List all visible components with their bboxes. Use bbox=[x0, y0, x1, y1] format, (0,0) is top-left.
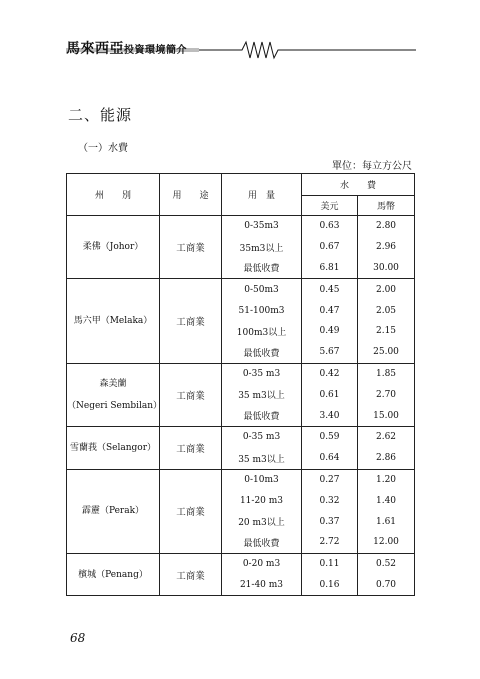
myr-cell: 2.15 bbox=[358, 321, 415, 342]
usage-cell: 工商業 bbox=[160, 363, 222, 426]
header-usd: 美元 bbox=[302, 196, 358, 216]
header-myr: 馬幣 bbox=[358, 196, 415, 216]
myr-cell: 2.80 bbox=[358, 216, 415, 237]
usd-cell: 0.64 bbox=[302, 448, 358, 469]
myr-cell: 15.00 bbox=[358, 405, 415, 426]
header-title-main: 馬來西亞 bbox=[66, 41, 124, 57]
usd-cell: 0.32 bbox=[302, 490, 358, 511]
myr-cell: 1.20 bbox=[358, 469, 415, 490]
usage-cell: 工商業 bbox=[160, 469, 222, 553]
page-number: 68 bbox=[70, 631, 86, 645]
table-row bbox=[67, 279, 415, 300]
state-name: 馬六甲（Melaka） bbox=[73, 315, 153, 326]
usd-cell: 3.40 bbox=[302, 405, 358, 426]
usd-cell: 0.27 bbox=[302, 469, 358, 490]
usd-cell: 0.47 bbox=[302, 300, 358, 321]
volume-cell: 0-10m3 bbox=[222, 469, 302, 490]
water-fee-table bbox=[66, 173, 415, 596]
usd-cell: 0.45 bbox=[302, 279, 358, 300]
myr-cell: 1.85 bbox=[358, 363, 415, 384]
volume-cell: 最低收費 bbox=[222, 532, 302, 553]
header-water-fee: 水 費 bbox=[302, 174, 415, 196]
usd-cell: 0.49 bbox=[302, 321, 358, 342]
header-title bbox=[66, 38, 187, 58]
header-usage: 用 途 bbox=[160, 174, 222, 216]
state-name: 柔佛（Johor） bbox=[82, 242, 144, 253]
usd-cell: 2.72 bbox=[302, 532, 358, 553]
table-row bbox=[67, 469, 415, 490]
volume-cell: 最低收費 bbox=[222, 258, 302, 279]
volume-cell: 35m3以上 bbox=[222, 237, 302, 258]
header-title-sub: 投資環境簡介 bbox=[124, 45, 187, 56]
volume-cell: 20 m3以上 bbox=[222, 511, 302, 532]
table-row bbox=[67, 426, 415, 447]
usage-cell: 工商業 bbox=[160, 426, 222, 469]
table-row bbox=[67, 363, 415, 384]
myr-cell: 1.40 bbox=[358, 490, 415, 511]
state-name: 檳城（Penang） bbox=[78, 569, 148, 580]
usd-cell: 0.37 bbox=[302, 511, 358, 532]
usd-cell: 0.16 bbox=[302, 575, 358, 596]
usd-cell: 0.42 bbox=[302, 363, 358, 384]
section-title: 二、能源 bbox=[68, 106, 133, 124]
volume-cell: 35 m3以上 bbox=[222, 384, 302, 405]
myr-cell: 25.00 bbox=[358, 342, 415, 363]
volume-cell: 0-35 m3 bbox=[222, 426, 302, 447]
subsection-title: （一）水費 bbox=[78, 143, 128, 154]
volume-cell: 0-35m3 bbox=[222, 216, 302, 237]
volume-cell: 35 m3以上 bbox=[222, 448, 302, 469]
myr-cell: 1.61 bbox=[358, 511, 415, 532]
volume-cell: 11-20 m3 bbox=[222, 490, 302, 511]
state-cell bbox=[67, 363, 163, 426]
usage-cell: 工商業 bbox=[160, 279, 222, 363]
usd-cell: 0.61 bbox=[302, 384, 358, 405]
volume-cell: 最低收費 bbox=[222, 342, 302, 363]
usd-cell: 0.63 bbox=[302, 216, 358, 237]
usage-cell: 工商業 bbox=[160, 553, 222, 596]
myr-cell: 2.96 bbox=[358, 237, 415, 258]
myr-cell: 0.70 bbox=[358, 575, 415, 596]
myr-cell: 2.62 bbox=[358, 426, 415, 447]
state-name: 森美蘭 bbox=[99, 378, 127, 389]
header-volume: 用 量 bbox=[222, 174, 302, 216]
running-header bbox=[66, 38, 416, 60]
state-name: 雪蘭莪（Selangor） bbox=[69, 442, 156, 453]
usd-cell: 0.11 bbox=[302, 553, 358, 574]
state-cell bbox=[67, 216, 160, 279]
state-cell bbox=[67, 553, 160, 596]
state-name: 霹靂（Perak） bbox=[81, 506, 145, 517]
volume-cell: 0-20 m3 bbox=[222, 553, 302, 574]
volume-cell: 0-50m3 bbox=[222, 279, 302, 300]
myr-cell: 0.52 bbox=[358, 553, 415, 574]
usd-cell: 5.67 bbox=[302, 342, 358, 363]
myr-cell: 2.70 bbox=[358, 384, 415, 405]
usd-cell: 0.67 bbox=[302, 237, 358, 258]
myr-cell: 2.05 bbox=[358, 300, 415, 321]
volume-cell: 最低收費 bbox=[222, 405, 302, 426]
header-state: 州 別 bbox=[67, 174, 160, 216]
myr-cell: 12.00 bbox=[358, 532, 415, 553]
volume-cell: 51-100m3 bbox=[222, 300, 302, 321]
usd-cell: 0.59 bbox=[302, 426, 358, 447]
table-row bbox=[67, 553, 415, 574]
volume-cell: 0-35 m3 bbox=[222, 363, 302, 384]
state-name: （Negeri Sembilan） bbox=[67, 400, 163, 411]
state-cell bbox=[67, 279, 160, 363]
table-body bbox=[67, 216, 415, 596]
unit-note: 單位：每立方公尺 bbox=[332, 161, 412, 172]
state-cell bbox=[67, 426, 160, 469]
myr-cell: 2.86 bbox=[358, 448, 415, 469]
state-cell bbox=[67, 469, 160, 553]
usage-cell: 工商業 bbox=[160, 216, 222, 279]
volume-cell: 21-40 m3 bbox=[222, 575, 302, 596]
volume-cell: 100m3以上 bbox=[222, 321, 302, 342]
myr-cell: 2.00 bbox=[358, 279, 415, 300]
usd-cell: 6.81 bbox=[302, 258, 358, 279]
table-row bbox=[67, 216, 415, 237]
myr-cell: 30.00 bbox=[358, 258, 415, 279]
